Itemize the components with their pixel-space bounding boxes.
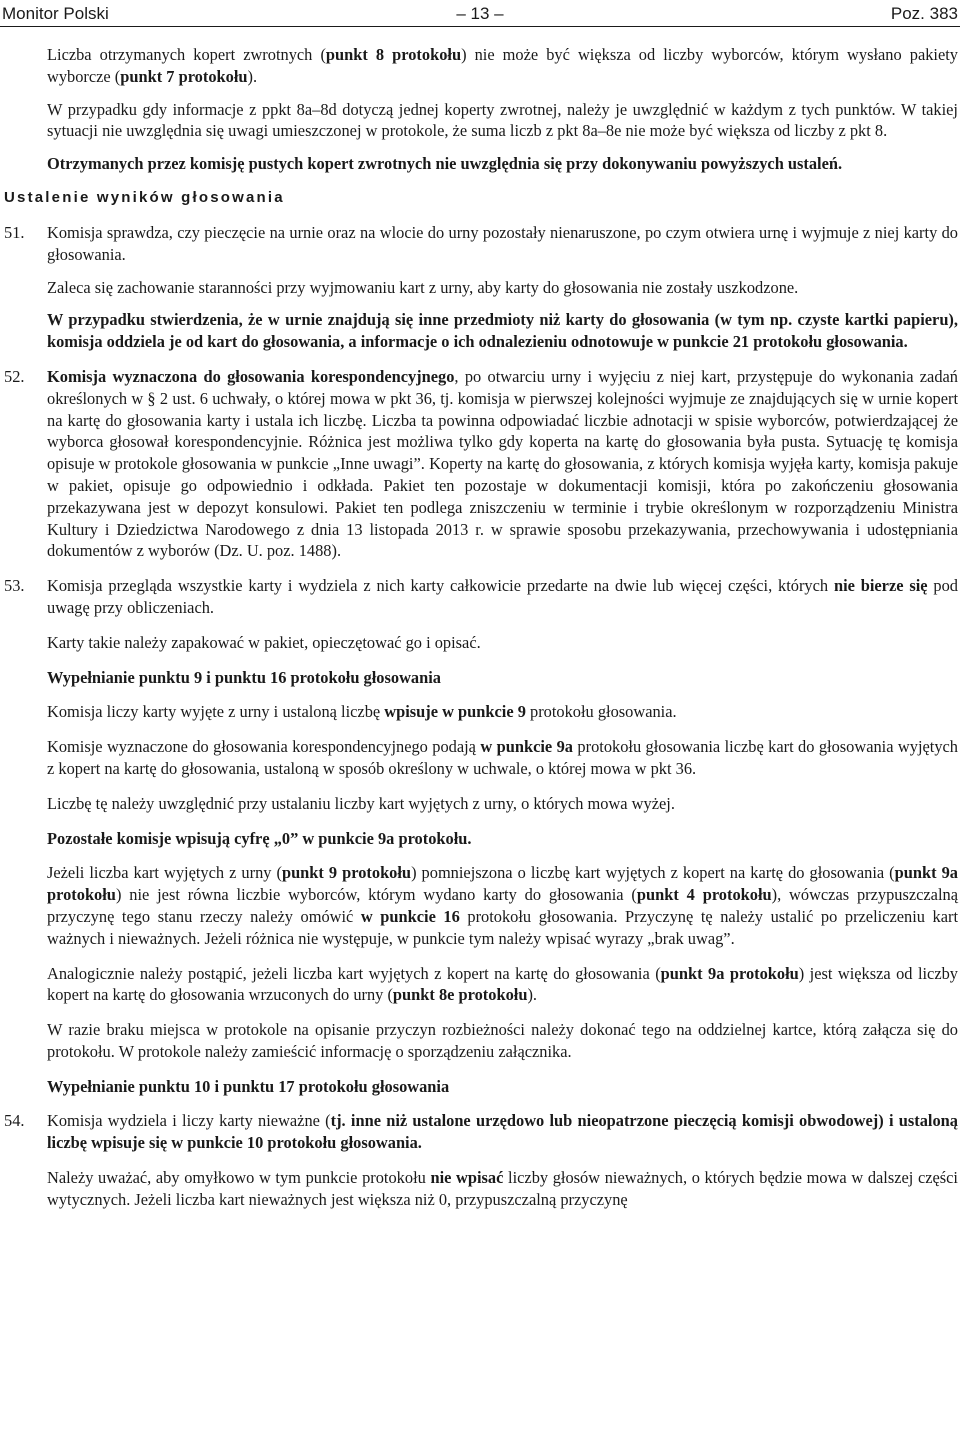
section-heading: Ustalenie wyników głosowania xyxy=(4,188,285,206)
bold-text: Wypełnianie punktu 10 i punktu 17 protokołu głosowania xyxy=(47,1076,450,1096)
text: W razie braku miejsca w protokole na opisanie przyczyn rozbieżności należy dokonać tego na oddzielnej kartce, którą załącza się do protokołu. W protokole należy zamieścić informację o sporządzeniu załącznika. xyxy=(47,1020,958,1061)
paragraph xyxy=(0,862,960,949)
text: Komisja przegląda wszystkie karty i wydziela z nich karty całkowicie przedarte na dwie lub więcej części, których xyxy=(47,576,834,596)
bold-text: tj. inne niż ustalone urzędowo lub nieopatrzone pieczęcią komisji obwodowej) i ustaloną liczbę wpisuje się w punkcie 10 protokołu głosowania. xyxy=(47,1111,958,1153)
item-54 xyxy=(0,1110,960,1154)
bold-text: punkt 7 protokołu xyxy=(120,66,248,86)
page-header xyxy=(0,0,960,27)
bold-text: wpisuje w punkcie 9 xyxy=(384,702,526,722)
paragraph xyxy=(0,222,960,266)
text: pod uwagę przy obliczeniach. xyxy=(47,576,958,617)
text: W przypadku gdy informacje z ppkt 8a–8d dotyczą jednej koperty zwrotnej, należy je uwzględnić w każdym z tych punktów. W takiej sytuacji nie uwzględnia się uwagi umieszczonej w protokole, że suma liczb z pkt 8a–8e nie może być większa od liczby z pkt 8. xyxy=(47,99,958,141)
text: Komisja sprawdza, czy pieczęcie na urnie oraz na wlocie do urny pozostały nienaruszone, po czym otwiera urnę i wyjmuje z niej karty do głosowania. xyxy=(47,222,958,264)
paragraph xyxy=(0,736,960,780)
text: Liczba otrzymanych kopert zwrotnych ( xyxy=(47,45,326,64)
text: Należy uważać, aby omyłkowo w tym punkcie protokołu xyxy=(47,1168,431,1188)
text: Komisja liczy karty wyjęte z urny i ustaloną liczbę xyxy=(47,702,385,722)
bold-text: w punkcie 16 xyxy=(360,906,460,926)
publication-name: Monitor Polski xyxy=(2,4,109,23)
text: , po otwarciu urny i wyjęciu z niej kart, przystępuje do wykonania zadań określonych w § 2 ust. 6 uchwały, o której mowa w pkt 36, tj. komisja w pierwszej kolejności wyjmuje ze znajdujących się w urnie kopert na kartę do głosowania karty i ustala ich liczbę. Liczba ta powinna odpowiadać liczbie adnotacji w spisie wyborców, potwierdzającej że wyborca głosował korespondencyjnie. Różnica jest możliwa tylko gdy koperta na kartę do głosowania była pusta. Sytuację tę komisja opisuje w protokole głosowania w punkcie „Inne uwagi”. Koperty na kartę do głosowania, z których komisja wyjęła karty, komisja pakuje w pakiet, opisuje go odpowiednio i odkłada. Pakiet ten pozostaje w dokumentacji komisji, która po zakończeniu głosowania przekazywana jest w depozyt konsulowi. Pakiet ten podlega zniszczeniu w terminie i trybie określonym w rozporządzeniu Ministra Kultury i Dziedzictwa Narodowego z dnia 13 listopada 2013 r. w sprawie sposobu przekazywania, przechowywania i udostępniania dokumentów z wyborów (Dz. U. poz. 1488). xyxy=(47,366,958,561)
text: ). xyxy=(247,66,258,86)
paragraph xyxy=(0,44,960,88)
item-53 xyxy=(0,575,960,619)
paragraph xyxy=(0,1110,960,1154)
page-number: – 13 – xyxy=(456,4,504,23)
text: Komisje wyznaczone do głosowania korespondencyjnego podają xyxy=(47,737,481,757)
paragraph xyxy=(0,963,960,1007)
bold-text: Komisja wyznaczona do głosowania korespondencyjnego xyxy=(47,366,455,386)
paragraph xyxy=(0,632,960,654)
item-51 xyxy=(0,222,960,266)
position-number: Poz. 383 xyxy=(890,4,958,23)
text: ) jest większa od liczby kopert na kartę do głosowania wrzuconych do urny ( xyxy=(47,963,958,1005)
paragraph xyxy=(0,793,960,815)
bold-text: punkt 9 protokołu xyxy=(281,863,412,883)
text: Jeżeli liczba kart wyjętych z urny ( xyxy=(47,863,282,883)
text: ) nie może być większa od liczby wyborców, którym wysłano pakiety wyborcze ( xyxy=(47,45,958,86)
bold-text: Pozostałe komisje wpisują cyfrę „0” w punkcie 9a protokołu. xyxy=(47,828,472,848)
text: Analogicznie należy postąpić, jeżeli liczba kart wyjętych z kopert na kartę do głosowania ( xyxy=(47,963,661,983)
text: ), wówczas przypuszczalną przyczynę tego stanu rzeczy należy omówić xyxy=(47,885,958,926)
item-number: 54. xyxy=(4,1111,25,1131)
text: liczby głosów nieważnych, o których będzie mowa w dalszej części wytycznych. Jeżeli liczba kart nieważnych jest większa niż 0, przypuszczalną przyczynę xyxy=(47,1168,958,1209)
bold-text: w punkcie 9a xyxy=(480,737,573,757)
bold-text: punkt 8e protokołu xyxy=(392,985,528,1005)
paragraph xyxy=(0,99,960,143)
text: protokołu głosowania liczbę kart do głosowania wyjętych z kopert na kartę do głosowania, ustaloną w sposób określony w uchwale, o której mowa w pkt 36. xyxy=(47,737,958,778)
paragraph xyxy=(0,575,960,619)
text: ). xyxy=(527,985,537,1005)
bold-text: Otrzymanych przez komisję pustych kopert zwrotnych nie uwzględnia się przy dokonywaniu powyższych ustaleń. xyxy=(47,154,843,174)
paragraph xyxy=(0,153,960,175)
text: Karty takie należy zapakować w pakiet, opieczętować go i opisać. xyxy=(47,632,481,652)
text: ) nie jest równa liczbie wyborców, którym wydano karty do głosowania ( xyxy=(115,885,637,905)
bold-text: nie bierze się xyxy=(833,576,928,596)
item-number: 52. xyxy=(4,366,25,386)
bold-text: punkt 9a protokołu xyxy=(660,963,799,983)
paragraph xyxy=(0,1019,960,1063)
item-number: 51. xyxy=(4,222,25,242)
subheading xyxy=(0,667,960,689)
item-number: 53. xyxy=(4,576,25,596)
bold-text: Wypełnianie punktu 9 i punktu 16 protokołu głosowania xyxy=(47,667,441,687)
document-body xyxy=(0,44,960,1222)
bold-text: W przypadku stwierdzenia, że w urnie znajdują się inne przedmioty niż karty do głosowania (w tym np. czyste kartki papieru), komisja oddziela je od kart do głosowania, a informacje o ich odnalezieniu odnotowuje w punkcie 21 protokołu głosowania. xyxy=(47,310,958,352)
paragraph xyxy=(0,309,960,353)
text: protokołu głosowania. xyxy=(525,702,677,722)
text: Zaleca się zachowanie staranności przy wyjmowaniu kart z urny, aby karty do głosowania nie zostały uszkodzone. xyxy=(47,277,799,297)
paragraph xyxy=(0,701,960,723)
text: Liczbę tę należy uwzględnić przy ustalaniu liczby kart wyjętych z urny, o których mowa wyżej. xyxy=(47,793,675,813)
paragraph xyxy=(0,277,960,299)
paragraph xyxy=(0,1167,960,1211)
text: ) pomniejszona o liczbę kart wyjętych z kopert na kartę do głosowania ( xyxy=(411,863,895,883)
bold-text: punkt 8 protokołu xyxy=(325,45,462,64)
bold-text: punkt 4 protokołu xyxy=(636,885,772,905)
subheading xyxy=(0,1076,960,1098)
text: Komisja wydziela i liczy karty nieważne ( xyxy=(47,1111,331,1131)
item-52 xyxy=(0,366,960,562)
bold-text: nie wpisać xyxy=(430,1168,504,1188)
paragraph xyxy=(0,366,960,562)
bold-text: punkt 9a protokołu xyxy=(47,863,958,905)
paragraph xyxy=(0,828,960,850)
text: protokołu głosowania. Przyczynę tę należy ustalić po przeliczeniu kart ważnych i nieważnych. Jeżeli różnica nie występuje, w punkcie tym należy wpisać wyrazy „brak uwag”. xyxy=(47,906,959,948)
